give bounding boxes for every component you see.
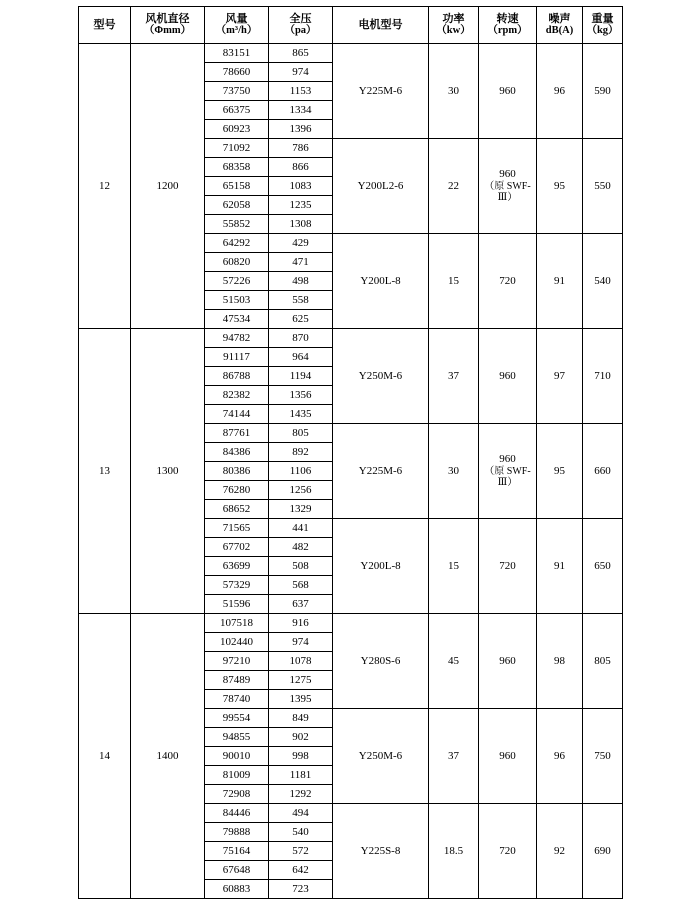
- cell-air-flow: 63699: [205, 557, 269, 576]
- cell-air-flow: 74144: [205, 405, 269, 424]
- cell-total-pressure: 1292: [269, 785, 333, 804]
- cell-motor-model: Y225M-6: [333, 44, 429, 139]
- cell-speed: [479, 519, 537, 614]
- cell-total-pressure: 637: [269, 595, 333, 614]
- column-header-sub: （m³/h）: [215, 25, 258, 37]
- table-row: [79, 614, 623, 633]
- cell-total-pressure: 1396: [269, 120, 333, 139]
- cell-total-pressure: 1235: [269, 196, 333, 215]
- cell-weight: 750: [583, 709, 623, 804]
- cell-fan-diameter: 1400: [131, 614, 205, 899]
- column-header-3: [205, 7, 269, 44]
- cell-total-pressure: 1334: [269, 101, 333, 120]
- cell-air-flow: 68358: [205, 158, 269, 177]
- cell-total-pressure: 1078: [269, 652, 333, 671]
- cell-motor-model: Y250M-6: [333, 329, 429, 424]
- cell-power: 30: [429, 44, 479, 139]
- cell-power: 37: [429, 709, 479, 804]
- cell-total-pressure: 974: [269, 63, 333, 82]
- cell-air-flow: 73750: [205, 82, 269, 101]
- cell-speed: [479, 424, 537, 519]
- speed-value: 960: [499, 749, 516, 762]
- cell-air-flow: 51596: [205, 595, 269, 614]
- cell-total-pressure: 964: [269, 348, 333, 367]
- cell-total-pressure: 723: [269, 880, 333, 899]
- column-header-6: [429, 7, 479, 44]
- cell-air-flow: 94782: [205, 329, 269, 348]
- column-header-main: 风机直径: [145, 12, 190, 25]
- column-header-8: [537, 7, 583, 44]
- cell-total-pressure: 865: [269, 44, 333, 63]
- cell-air-flow: 72908: [205, 785, 269, 804]
- speed-note: （原 SWF-Ⅲ）: [484, 180, 531, 204]
- table-row: [79, 44, 623, 63]
- speed-note: （原 SWF-Ⅲ）: [484, 465, 531, 489]
- cell-speed: [479, 329, 537, 424]
- cell-weight: 805: [583, 614, 623, 709]
- column-header-1: [79, 7, 131, 44]
- cell-total-pressure: 625: [269, 310, 333, 329]
- cell-total-pressure: 1106: [269, 462, 333, 481]
- cell-weight: 590: [583, 44, 623, 139]
- cell-air-flow: 97210: [205, 652, 269, 671]
- cell-motor-model: Y200L-8: [333, 519, 429, 614]
- cell-power: 15: [429, 519, 479, 614]
- speed-value: 720: [499, 844, 516, 857]
- column-header-sub: （rpm）: [487, 25, 528, 37]
- cell-air-flow: 84446: [205, 804, 269, 823]
- cell-air-flow: 71565: [205, 519, 269, 538]
- cell-fan-diameter: 1300: [131, 329, 205, 614]
- cell-air-flow: 80386: [205, 462, 269, 481]
- column-header-sub: （Φmm）: [143, 25, 192, 37]
- cell-air-flow: 67702: [205, 538, 269, 557]
- cell-total-pressure: 471: [269, 253, 333, 272]
- cell-air-flow: 64292: [205, 234, 269, 253]
- cell-total-pressure: 429: [269, 234, 333, 253]
- cell-air-flow: 78660: [205, 63, 269, 82]
- cell-weight: 660: [583, 424, 623, 519]
- cell-motor-model: Y200L2-6: [333, 139, 429, 234]
- speed-value: 960: [499, 84, 516, 97]
- cell-total-pressure: 1275: [269, 671, 333, 690]
- cell-total-pressure: 916: [269, 614, 333, 633]
- column-header-main: 电机型号: [358, 18, 403, 31]
- cell-air-flow: 87489: [205, 671, 269, 690]
- cell-air-flow: 83151: [205, 44, 269, 63]
- cell-total-pressure: 974: [269, 633, 333, 652]
- cell-air-flow: 68652: [205, 500, 269, 519]
- cell-weight: 550: [583, 139, 623, 234]
- cell-air-flow: 82382: [205, 386, 269, 405]
- cell-noise: 92: [537, 804, 583, 899]
- cell-power: 18.5: [429, 804, 479, 899]
- fan-specification-table: [78, 6, 623, 899]
- column-header-9: [583, 7, 623, 44]
- cell-total-pressure: 1308: [269, 215, 333, 234]
- cell-total-pressure: 482: [269, 538, 333, 557]
- page-canvas: [0, 6, 700, 895]
- cell-total-pressure: 540: [269, 823, 333, 842]
- cell-air-flow: 55852: [205, 215, 269, 234]
- cell-total-pressure: 998: [269, 747, 333, 766]
- cell-motor-model: Y200L-8: [333, 234, 429, 329]
- cell-air-flow: 66375: [205, 101, 269, 120]
- cell-noise: 91: [537, 519, 583, 614]
- cell-fan-diameter: 1200: [131, 44, 205, 329]
- cell-motor-model: Y225M-6: [333, 424, 429, 519]
- column-header-2: [131, 7, 205, 44]
- cell-total-pressure: 1435: [269, 405, 333, 424]
- column-header-sub: （kg）: [586, 25, 619, 37]
- cell-total-pressure: 1153: [269, 82, 333, 101]
- cell-total-pressure: 1181: [269, 766, 333, 785]
- column-header-main: 风量: [225, 12, 248, 25]
- column-header-sub: （pa）: [284, 25, 317, 37]
- cell-speed: [479, 614, 537, 709]
- cell-total-pressure: 1329: [269, 500, 333, 519]
- cell-noise: 95: [537, 139, 583, 234]
- cell-air-flow: 94855: [205, 728, 269, 747]
- cell-speed: [479, 709, 537, 804]
- header-row: [79, 7, 623, 44]
- cell-air-flow: 81009: [205, 766, 269, 785]
- cell-total-pressure: 870: [269, 329, 333, 348]
- cell-power: 30: [429, 424, 479, 519]
- cell-total-pressure: 892: [269, 443, 333, 462]
- cell-air-flow: 60923: [205, 120, 269, 139]
- cell-total-pressure: 642: [269, 861, 333, 880]
- cell-weight: 540: [583, 234, 623, 329]
- cell-total-pressure: 1083: [269, 177, 333, 196]
- cell-air-flow: 65158: [205, 177, 269, 196]
- column-header-main: 噪声: [548, 12, 571, 25]
- cell-total-pressure: 1194: [269, 367, 333, 386]
- column-header-sub: dB(A): [545, 25, 574, 37]
- column-header-5: [333, 7, 429, 44]
- cell-weight: 710: [583, 329, 623, 424]
- speed-value: 720: [499, 559, 516, 572]
- cell-weight: 650: [583, 519, 623, 614]
- cell-air-flow: 57329: [205, 576, 269, 595]
- cell-air-flow: 62058: [205, 196, 269, 215]
- speed-value: 960: [499, 654, 516, 667]
- cell-total-pressure: 786: [269, 139, 333, 158]
- cell-total-pressure: 572: [269, 842, 333, 861]
- cell-speed: [479, 44, 537, 139]
- cell-total-pressure: 441: [269, 519, 333, 538]
- cell-motor-model: Y250M-6: [333, 709, 429, 804]
- cell-air-flow: 86788: [205, 367, 269, 386]
- cell-noise: 91: [537, 234, 583, 329]
- cell-total-pressure: 849: [269, 709, 333, 728]
- cell-total-pressure: 1395: [269, 690, 333, 709]
- cell-speed: [479, 234, 537, 329]
- speed-value: 960: [499, 168, 516, 181]
- cell-total-pressure: 805: [269, 424, 333, 443]
- column-header-main: 重量: [591, 12, 614, 25]
- speed-value: 960: [499, 369, 516, 382]
- cell-total-pressure: 508: [269, 557, 333, 576]
- table-row: [79, 329, 623, 348]
- cell-power: 45: [429, 614, 479, 709]
- cell-air-flow: 60820: [205, 253, 269, 272]
- cell-air-flow: 60883: [205, 880, 269, 899]
- speed-value: 960: [499, 453, 516, 466]
- cell-air-flow: 67648: [205, 861, 269, 880]
- cell-speed: [479, 804, 537, 899]
- column-header-7: [479, 7, 537, 44]
- cell-total-pressure: 558: [269, 291, 333, 310]
- cell-air-flow: 79888: [205, 823, 269, 842]
- cell-air-flow: 57226: [205, 272, 269, 291]
- cell-air-flow: 102440: [205, 633, 269, 652]
- cell-motor-model: Y225S-8: [333, 804, 429, 899]
- cell-noise: 97: [537, 329, 583, 424]
- cell-air-flow: 90010: [205, 747, 269, 766]
- table-body: [79, 44, 623, 899]
- cell-noise: 95: [537, 424, 583, 519]
- column-header-main: 型号: [93, 18, 116, 31]
- cell-air-flow: 76280: [205, 481, 269, 500]
- cell-speed: [479, 139, 537, 234]
- cell-noise: 96: [537, 44, 583, 139]
- cell-air-flow: 51503: [205, 291, 269, 310]
- cell-model: 12: [79, 44, 131, 329]
- cell-weight: 690: [583, 804, 623, 899]
- cell-air-flow: 87761: [205, 424, 269, 443]
- cell-air-flow: 84386: [205, 443, 269, 462]
- cell-air-flow: 91117: [205, 348, 269, 367]
- column-header-4: [269, 7, 333, 44]
- cell-power: 15: [429, 234, 479, 329]
- column-header-sub: （kw）: [436, 25, 471, 37]
- speed-value: 720: [499, 274, 516, 287]
- cell-air-flow: 99554: [205, 709, 269, 728]
- cell-air-flow: 71092: [205, 139, 269, 158]
- cell-air-flow: 107518: [205, 614, 269, 633]
- cell-air-flow: 75164: [205, 842, 269, 861]
- cell-noise: 96: [537, 709, 583, 804]
- cell-total-pressure: 1356: [269, 386, 333, 405]
- column-header-main: 转速: [496, 12, 519, 25]
- cell-total-pressure: 1256: [269, 481, 333, 500]
- cell-total-pressure: 568: [269, 576, 333, 595]
- cell-air-flow: 47534: [205, 310, 269, 329]
- cell-model: 14: [79, 614, 131, 899]
- table-header: [79, 7, 623, 44]
- cell-power: 37: [429, 329, 479, 424]
- cell-power: 22: [429, 139, 479, 234]
- column-header-main: 全压: [289, 12, 312, 25]
- cell-model: 13: [79, 329, 131, 614]
- column-header-main: 功率: [442, 12, 465, 25]
- cell-total-pressure: 866: [269, 158, 333, 177]
- cell-air-flow: 78740: [205, 690, 269, 709]
- cell-total-pressure: 902: [269, 728, 333, 747]
- cell-motor-model: Y280S-6: [333, 614, 429, 709]
- cell-total-pressure: 498: [269, 272, 333, 291]
- cell-total-pressure: 494: [269, 804, 333, 823]
- cell-noise: 98: [537, 614, 583, 709]
